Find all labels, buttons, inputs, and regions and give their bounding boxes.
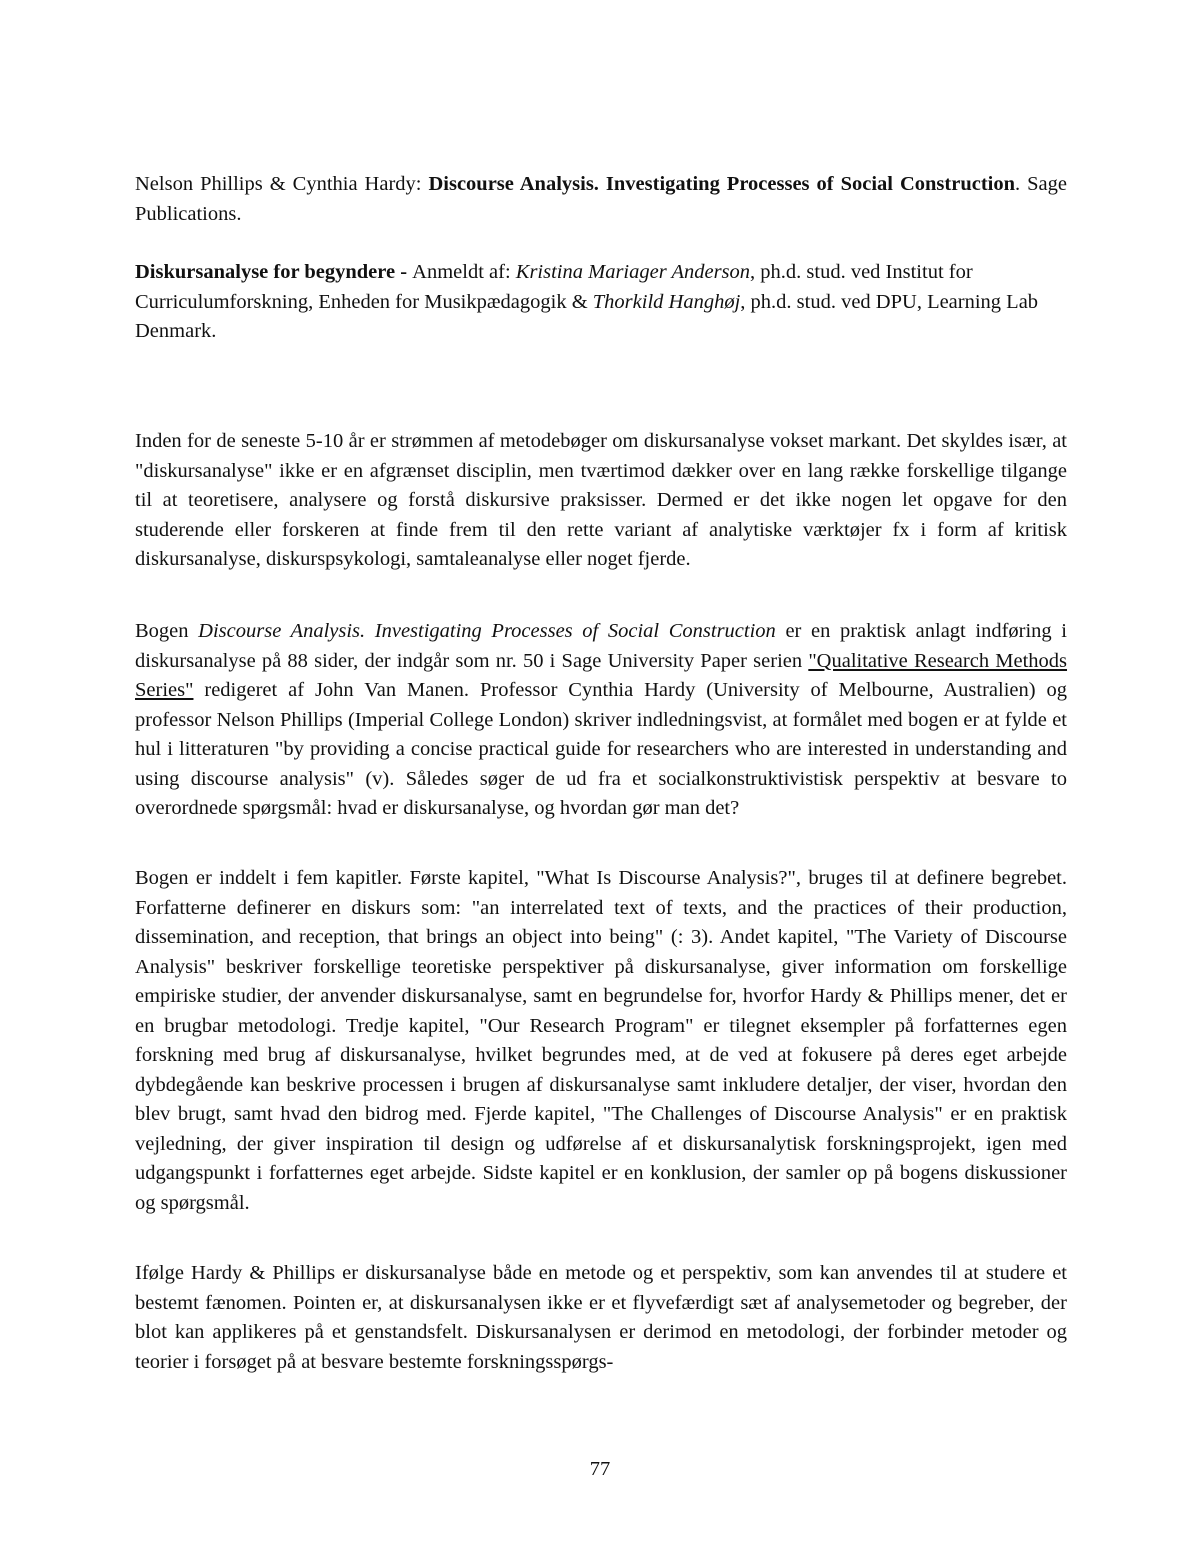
paragraph-4: Ifølge Hardy & Phillips er diskursanalyse både en metode og et perspektiv, som kan anvendes til at studere et bestemt fænomen. Pointen er, at diskursanalysen ikke er et flyvefærdigt sæt af analysemetoder og begreber, der blot kan applikeres på et genstandsfelt. Diskursanalysen er derimod en metodologi, der forbinder metoder og teorier i forsøget på at besvare bestemte forskningsspørgs- — [135, 1262, 1067, 1373]
series-link[interactable]: "Qualitative Research Methods Series" — [135, 649, 1068, 701]
reference-publisher: . Sage Publications. — [135, 173, 1067, 225]
review-heading-dash: - — [395, 261, 413, 283]
paragraph-2 — [135, 617, 1067, 824]
reviewer-2-name: Thorkild Hanghøj — [592, 290, 741, 313]
reference-authors: Nelson Phillips & Cynthia Hardy: — [135, 173, 429, 195]
reviewer-1-affiliation: , ph.d. stud. ved Institut for Curriculumforskning, Enheden for Musikpædagogik & — [135, 261, 973, 313]
paragraph-2-end: redigeret af John Van Manen. Professor Cynthia Hardy (University of Melbourne, Australien) og professor Nelson Phillips (Imperial College London) skriver indledningsvist, at formålet med bogen er at fylde et hul i litteraturen "by providing a concise practical guide for researchers who are interested in understanding and using discourse analysis" (v). Således søger de ud fra et socialkonstruktivistisk perspektiv at besvare to overordnede spørgsmål: hvad er diskursanalyse, og hvordan gør man det? — [135, 679, 1067, 819]
reviewer-2-affiliation: , ph.d. stud. ved DPU, Learning Lab Denmark. — [135, 290, 1039, 342]
book-reference — [135, 170, 1067, 229]
reference-title: Discourse Analysis. Investigating Processes of Social Construction — [428, 173, 1016, 195]
paragraph-2-book-title: Discourse Analysis. Investigating Processes of Social Construction — [198, 620, 776, 642]
paragraph-2-middle: er en praktisk anlagt indføring i diskursanalyse på 88 sider, der indgår som nr. 50 i Sage University Paper serien — [135, 620, 1067, 672]
review-heading: Diskursanalyse for begyndere — [135, 261, 396, 283]
page-number: 77 — [589, 1458, 611, 1480]
review-header — [135, 258, 1067, 347]
reviewer-1-name: Kristina Mariager Anderson — [515, 261, 751, 283]
reviewed-by-label: Anmeldt af: — [412, 261, 516, 283]
paragraph-1: Inden for de seneste 5-10 år er strømmen af metodebøger om diskursanalyse vokset markant. Det skyldes især, at "diskursanalyse" ikke er en afgrænset disciplin, men tværtimod dækker over en lang række forskellige tilgange til at teoretisere, analysere og forstå diskursive praksisser. Dermed er det ikke nogen let opgave for den studerende eller forskeren at finde frem til den rette variant af analytiske værktøjer fx i form af kritisk diskursanalyse, diskurspsykologi, samtaleanalyse eller noget fjerde. — [135, 430, 1067, 570]
paragraph-3: Bogen er inddelt i fem kapitler. Første kapitel, "What Is Discourse Analysis?", bruges til at definere begrebet. Forfatterne definerer en diskurs som: "an interrelated text of texts, and the practices of their production, dissemination, and reception, that brings an object into being" (: 3). Andet kapitel, "The Variety of Discourse Analysis" beskriver forskellige teoretiske perspektiver på diskursanalyse, giver information om forskellige empiriske studier, der anvender diskursanalyse, samt en begrundelse for, hvorfor Hardy & Phillips mener, det er en brugbar metodologi. Tredje kapitel, "Our Research Program" er tilegnet eksempler på forfatternes egen forskning med brug af diskursanalyse, hvilket begrundes med, at de ved at fokusere på deres eget arbejde dybdegående kan beskrive processen i brugen af diskursanalyse samt inkludere detaljer, der viser, hvordan den blev brugt, samt hvad den bidrog med. Fjerde kapitel, "The Challenges of Discourse Analysis" er en praktisk vejledning, der giver inspiration til design og udførelse af et diskursanalytisk forskningsprojekt, igen med udgangspunkt i forfatternes eget arbejde. Sidste kapitel er en konklusion, der samler op på bogens diskussioner og spørgsmål. — [135, 867, 1067, 1214]
paragraph-2-start: Bogen — [135, 620, 199, 642]
